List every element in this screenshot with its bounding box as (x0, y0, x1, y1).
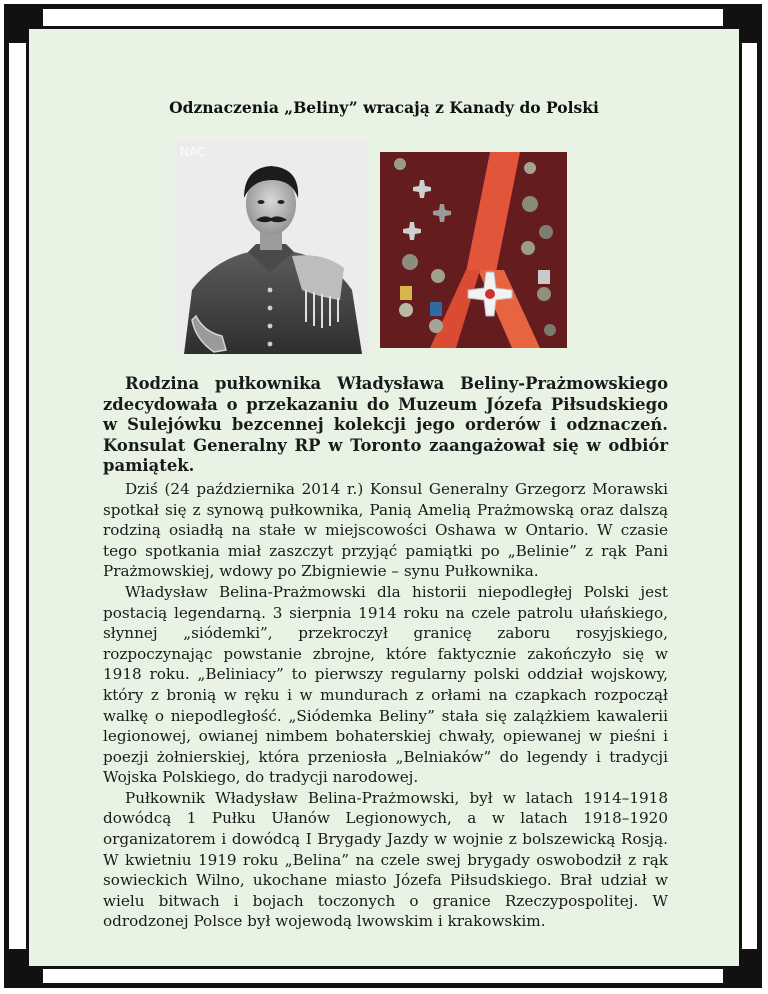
article-lead: Rodzina pułkownika Władysława Beliny-Prażmowskiego zdecydowała o przekazaniu do Muzeum Józefa Piłsudskiego w Sulejówku bezcennej kolekcji jego orderów i odznaczeń. Konsulat Generalny RP w Toronto zaangażował się w odbiór pamiątek. (103, 374, 668, 476)
portrait-photo (174, 140, 368, 354)
portrait-illustration (174, 140, 368, 354)
medals-photo (380, 152, 567, 348)
article-body (103, 374, 668, 932)
article-paragraph: Dziś (24 października 2014 r.) Konsul Generalny Grzegorz Morawski spotkał się z synową pułkownika, Panią Amelią Prażmowską oraz dalszą rodziną osiadłą na stałe w miejscowości Oshawa w Ontario. W czasie tego spotkania miał zaszczyt przyjąć pamiątki po „Belinie” z rąk Pani Prażmowskiej, wdowy po Zbigniewie – synu Pułkownika. (103, 479, 668, 581)
medals-illustration (380, 152, 567, 348)
photo-watermark: NAC (180, 145, 206, 159)
article-title: Odznaczenia „Beliny” wracają z Kanady do Polski (169, 98, 599, 117)
article-paragraph: Pułkownik Władysław Belina-Prażmowski, był w latach 1914–1918 dowódcą 1 Pułku Ułanów Legionowych, a w latach 1918–1920 organizatorem i dowódcą I Brygady Jazdy w wojnie z bolszewicką Rosją. W kwietniu 1919 roku „Belina” na czele swej brygady oswobodził z rąk sowieckich Wilno, ukochane miasto Józefa Piłsudskiego. Brał udział w wielu bitwach i bojach toczonych o granice Rzeczypospolitej. W odrodzonej Polsce był wojewodą lwowskim i krakowskim. (103, 788, 668, 931)
article-paragraph: Władysław Belina-Prażmowski dla historii niepodległej Polski jest postacią legendarną. 3 sierpnia 1914 roku na czele patrolu ułańskiego, słynnej „siódemki”, przekroczył granicę zaboru rosyjskiego, rozpoczynając powstanie zbrojne, które faktycznie zakończyło się w 1918 roku. „Beliniacy” to pierwszy regularny polski oddział wojskowy, który z bronią w ręku i w mundurach z orłami na czapkach rozpoczął walkę o niepodległość. „Siódemka Beliny” stała się zalążkiem kawalerii legionowej, owianej nimbem bohaterskiej chwały, opiewanej w pieśni i poezji żołnierskiej, która przeniosła „Belniaków” do legendy i tradycji Wojska Polskiego, do tradycji narodowej. (103, 582, 668, 787)
